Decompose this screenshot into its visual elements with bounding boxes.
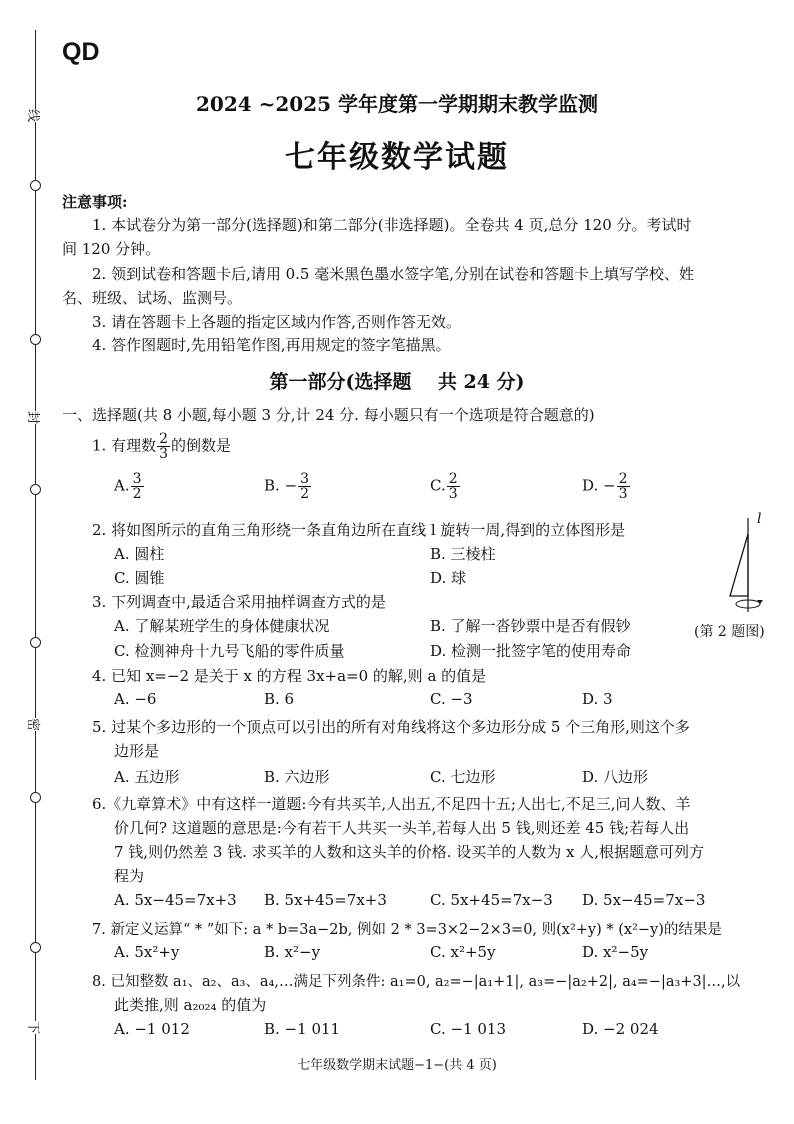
q6-option-b: B. 5x+45=7x+3 <box>264 891 387 909</box>
q2-option-a: A. 圆柱 <box>114 545 165 563</box>
binding-hole <box>30 792 41 803</box>
q6-option-d: D. 5x−45=7x−3 <box>582 891 706 909</box>
q4-option-a: A. −6 <box>114 690 157 708</box>
q8-option-b: B. −1 011 <box>264 1020 341 1038</box>
paper-code: QD <box>62 38 100 66</box>
binding-hole <box>30 637 41 648</box>
note-1a: 1. 本试卷分为第一部分(选择题)和第二部分(非选择题)。全卷共 4 页,总分 120 分。考试时 <box>92 216 692 234</box>
margin-char: 下 <box>25 1021 44 1034</box>
q1-stem-pre: 1. 有理数 <box>92 436 157 455</box>
frac-den: 3 <box>159 446 169 462</box>
section-title: 第一部分(选择题 共 24 分) <box>269 371 525 393</box>
q4-stem: 4. 已知 x=−2 是关于 x 的方程 3x+a=0 的解,则 a 的值是 <box>92 667 487 685</box>
q4-option-d: D. 3 <box>582 690 613 708</box>
q2-triangle-figure <box>700 512 780 617</box>
binding-hole <box>30 180 41 191</box>
q7-option-a: A. 5x²+y <box>114 943 180 961</box>
q3-option-c: C. 检测神舟十九号飞船的零件质量 <box>114 642 345 660</box>
q5-option-b: B. 六边形 <box>264 768 330 786</box>
q7-option-c: C. x²+5y <box>430 943 496 961</box>
q3-stem: 3. 下列调查中,最适合采用抽样调查方式的是 <box>92 593 386 611</box>
q5-stem-line1: 5. 过某个多边形的一个顶点可以引出的所有对角线将这个多边形分成 5 个三角形,则这个多 <box>92 718 690 736</box>
frac-num: 3 <box>300 471 310 487</box>
option-fraction <box>617 472 630 501</box>
q1-option-d <box>582 472 631 501</box>
q8-option-d: D. −2 024 <box>582 1020 659 1038</box>
option-sign: − <box>603 476 616 495</box>
q2-option-b: B. 三棱柱 <box>430 545 496 563</box>
page-footer: 七年级数学期末试题−1−(共 4 页) <box>297 1058 497 1073</box>
q5-stem-line2: 边形是 <box>114 742 160 760</box>
frac-den: 3 <box>448 486 458 502</box>
q8-option-c: C. −1 013 <box>430 1020 506 1038</box>
q6-option-c: C. 5x+45=7x−3 <box>430 891 553 909</box>
option-label: D. <box>582 476 599 495</box>
q7-option-b: B. x²−y <box>264 943 321 961</box>
right-triangle-shape <box>730 534 748 596</box>
q5-option-d: D. 八边形 <box>582 768 649 786</box>
q2-option-c: C. 圆锥 <box>114 569 165 587</box>
q6-stem-line1: 6.《九章算术》中有这样一道题:今有共买羊,人出五,不足四十五;人出七,不足三,问人数、羊 <box>92 795 691 813</box>
note-2b: 名、班级、试场、监测号。 <box>62 289 243 307</box>
paper-title: 七年级数学试题 <box>285 140 509 175</box>
option-fraction <box>447 472 460 501</box>
q1-option-b <box>264 472 312 501</box>
frac-den: 2 <box>132 486 142 502</box>
margin-char: 封 <box>25 411 44 424</box>
option-fraction <box>298 472 311 501</box>
q5-option-c: C. 七边形 <box>430 768 496 786</box>
q1-fraction <box>157 432 170 461</box>
q7-option-d: D. x²−5y <box>582 943 649 961</box>
note-1b: 间 120 分钟。 <box>62 240 161 258</box>
q3-option-a: A. 了解某班学生的身体健康状况 <box>114 617 330 635</box>
binding-hole <box>30 942 41 953</box>
q8-option-a: A. −1 012 <box>114 1020 190 1038</box>
q6-stem-line2: 价几何? 这道题的意思是:今有若干人共买一头羊,若每人出 5 钱,则还差 45 钱;若每人出 <box>114 819 690 837</box>
q1-stem <box>92 432 231 461</box>
q2-figure-caption: (第 2 题图) <box>694 624 765 640</box>
q6-option-a: A. 5x−45=7x+3 <box>114 891 237 909</box>
q3-option-b: B. 了解一沓钞票中是否有假钞 <box>430 617 631 635</box>
q7-stem: 7. 新定义运算“ * ”如下: a * b=3a−2b, 例如 2 * 3=3×2−2×3=0, 则(x²+y) * (x²−y)的结果是 <box>92 922 722 938</box>
exam-title: 2024 ~2025 学年度第一学期期末教学监测 <box>195 92 598 116</box>
q4-option-c: C. −3 <box>430 690 473 708</box>
q1-stem-post: 的倒数是 <box>171 436 232 455</box>
option-label: C. <box>430 476 446 495</box>
notes-heading: 注意事项: <box>62 193 128 211</box>
frac-num: 2 <box>159 431 169 447</box>
axis-label-l: l <box>757 511 762 527</box>
q1-option-a <box>114 472 145 501</box>
q8-stem-line1: 8. 已知整数 a₁、a₂、a₃、a₄,…满足下列条件: a₁=0, a₂=−|a₁+1|, a₃=−|a₂+2|, a₄=−|a₃+3|…,以 <box>92 974 741 990</box>
q6-stem-line3: 7 钱,则仍然差 3 钱. 求买羊的人数和这头羊的价格. 设买羊的人数为 x 人,根据题意可列方 <box>114 843 704 861</box>
binding-hole <box>30 484 41 495</box>
option-sign: − <box>284 476 298 495</box>
q6-stem-line4: 程为 <box>114 867 145 885</box>
q8-stem-line2: 此类推,则 a₂₀₂₄ 的值为 <box>114 996 267 1014</box>
frac-num: 3 <box>132 471 142 487</box>
margin-char: 密 <box>25 718 44 731</box>
note-3: 3. 请在答题卡上各题的指定区域内作答,否则作答无效。 <box>92 313 461 331</box>
q3-option-d: D. 检测一批签字笔的使用寿命 <box>430 642 632 660</box>
section-instruction: 一、选择题(共 8 小题,每小题 3 分,计 24 分. 每小题只有一个选项是符合题意的) <box>62 406 595 424</box>
binding-hole <box>30 334 41 345</box>
option-label: B. <box>264 476 280 495</box>
margin-char: 线 <box>25 109 44 122</box>
frac-num: 2 <box>618 471 628 487</box>
frac-num: 2 <box>448 471 458 487</box>
q5-option-a: A. 五边形 <box>114 768 180 786</box>
note-4: 4. 答作图题时,先用铅笔作图,再用规定的签字笔描黑。 <box>92 336 451 354</box>
q1-option-c <box>430 472 461 501</box>
q2-option-d: D. 球 <box>430 569 467 587</box>
q4-option-b: B. 6 <box>264 690 295 708</box>
note-2a: 2. 领到试卷和答题卡后,请用 0.5 毫米黑色墨水签字笔,分别在试卷和答题卡上填写学校、姓 <box>92 265 695 283</box>
frac-den: 3 <box>618 486 628 502</box>
option-fraction <box>131 472 144 501</box>
option-label: A. <box>114 476 130 495</box>
frac-den: 2 <box>300 486 310 502</box>
q2-stem: 2. 将如图所示的直角三角形绕一条直角边所在直线 l 旋转一周,得到的立体图形是 <box>92 521 626 539</box>
